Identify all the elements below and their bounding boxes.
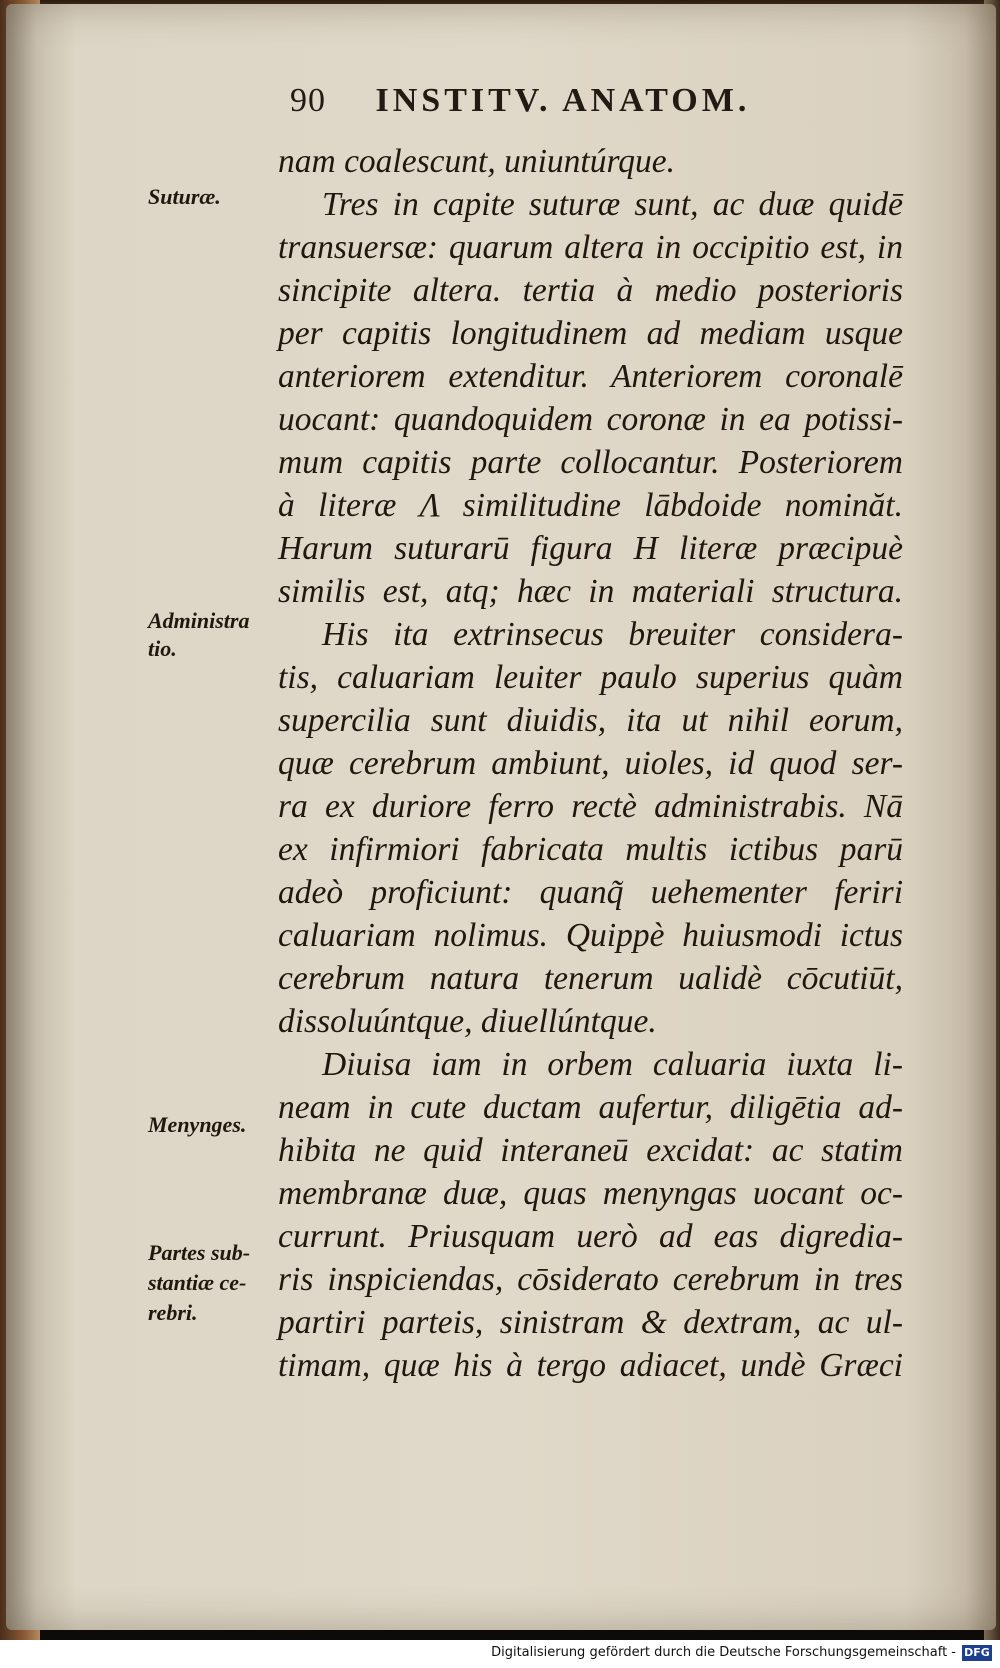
text-line: ra ex duriore ferro rectè administrabis. Nā	[278, 788, 903, 825]
text-line: currunt. Priusquam uerò ad eas digredia-	[278, 1218, 903, 1255]
text-line: anteriorem extenditur. Anteriorem coronalē	[278, 358, 903, 395]
text-line: His ita extrinsecus breuiter considera-	[322, 616, 903, 653]
text-line: transuersæ: quarum altera in occipitio est, in	[278, 229, 903, 266]
text-line: similis est, atq; hæc in materiali structura.	[278, 573, 903, 610]
text-line: nam coalescunt, uniuntúrque.	[278, 143, 675, 180]
text-line: supercilia sunt diuidis, ita ut nihil eorum,	[278, 702, 903, 739]
margin-note-partes-2: stantiæ ce-	[148, 1270, 247, 1295]
margin-note-administratio-2: tio.	[148, 636, 177, 661]
text-line: membranæ duæ, quas menyngas uocant oc-	[278, 1175, 903, 1212]
text-line: quæ cerebrum ambiunt, uioles, id quod ser-	[278, 745, 903, 782]
text-line: adeò proficiunt: quanq̃ uehementer feriri	[278, 874, 903, 911]
text-line: Diuisa iam in orbem caluaria iuxta li-	[322, 1046, 903, 1083]
footer-credit: Digitalisierung gefördert durch die Deutsche Forschungsgemeinschaft -	[491, 1645, 956, 1660]
text-line: neam in cute ductam aufertur, diligētia ad-	[278, 1089, 903, 1126]
text-line: tis, caluariam leuiter paulo superius quàm	[278, 659, 903, 696]
margin-note-administratio-1: Administra	[148, 608, 250, 633]
text-line: à literæ Λ similitudine lābdoide nominăt.	[278, 487, 903, 524]
body-text	[278, 140, 903, 1387]
text-line: per capitis longitudinem ad mediam usque	[278, 315, 903, 352]
text-line: partiri parteis, sinistram & dextram, ac ul-	[278, 1304, 903, 1341]
dfg-logo: DFG	[962, 1645, 992, 1661]
text-line: timam, quæ his à tergo adiacet, undè Græci	[278, 1347, 903, 1384]
text-line: mum capitis parte collocantur. Posteriorem	[278, 444, 903, 481]
text-line: sincipite altera. tertia à medio posterioris	[278, 272, 903, 309]
text-line: ris inspiciendas, cōsiderato cerebrum in tres	[278, 1261, 903, 1298]
page-number: 90	[290, 82, 326, 119]
text-line: cerebrum natura tenerum ualidè cōcutiūt,	[278, 960, 903, 997]
text-line: uocant: quandoquidem coronæ in ea potissi-	[278, 401, 903, 438]
text-line: ex infirmiori fabricata multis ictibus parū	[278, 831, 903, 868]
text-line: Tres in capite suturæ sunt, ac duæ quidē	[322, 186, 903, 223]
text-line: hibita ne quid interaneū excidat: ac statim	[278, 1132, 903, 1169]
margin-note-menynges: Menynges.	[148, 1112, 247, 1137]
page-header	[290, 82, 890, 120]
digitization-footer	[0, 1640, 1000, 1668]
running-title: INSTITV. ANATOM.	[375, 82, 751, 119]
text-line: caluariam nolimus. Quippè huiusmodi ictus	[278, 917, 903, 954]
text-line: dissoluúntque, diuellúntque.	[278, 1003, 657, 1040]
margin-note-partes-1: Partes sub-	[148, 1240, 251, 1265]
margin-note-partes-3: rebri.	[148, 1300, 198, 1325]
text-line: Harum suturarū figura H literæ præcipuè	[278, 530, 903, 567]
margin-note-suturae: Suturæ.	[148, 184, 221, 209]
